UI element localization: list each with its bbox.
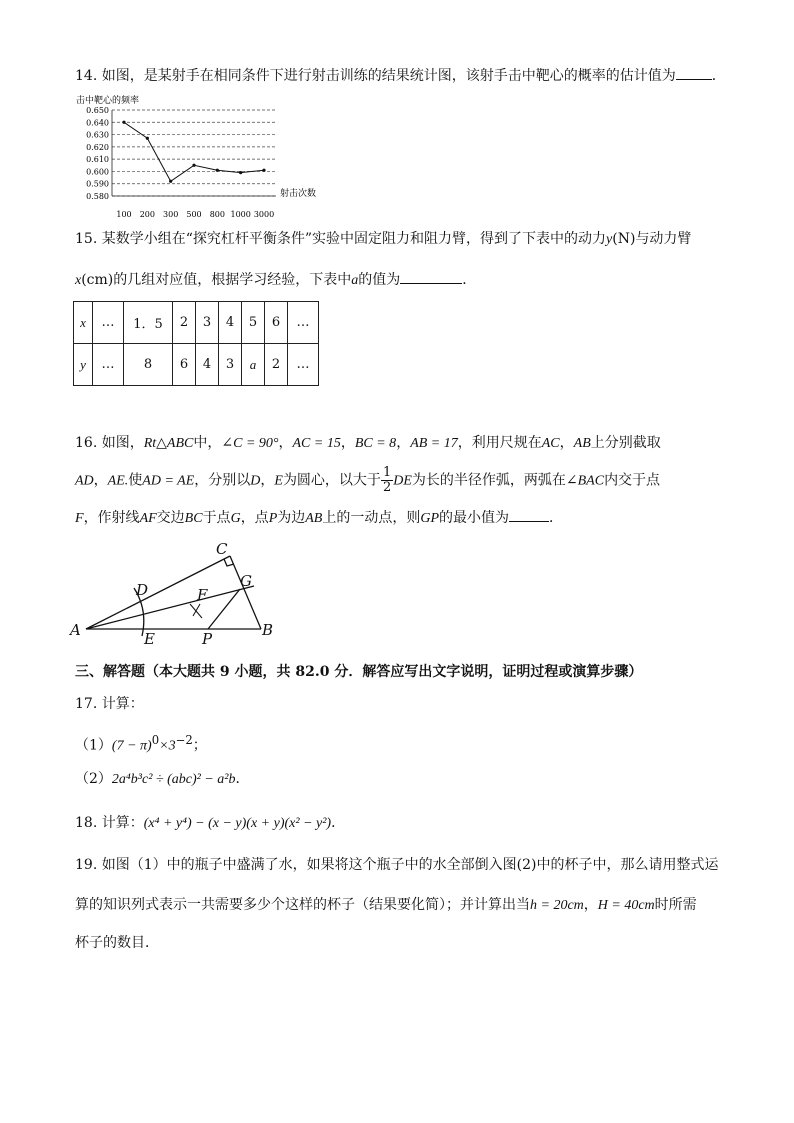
q16-t: ，分别以 [194,472,251,489]
q16-m: AB [573,436,591,451]
q16-m: ∠C = 90° [221,436,279,451]
data-point [169,180,172,183]
label-g: G [240,572,252,590]
q17-p1-expr: (7 − π) [111,738,152,754]
q16-m: P [268,511,278,526]
data-point [262,169,265,172]
q17-p1-label: （1） [75,737,112,754]
table-cell: … [93,344,124,386]
table-cell: 2 [173,302,196,344]
q18-line [75,814,345,833]
q19-H: H = 40cm [597,898,655,913]
q15-end: ． [462,272,477,288]
q15-var-x: x [75,273,82,288]
label-f: F [197,586,208,604]
q17-p2-expr: 2a⁴b³c² ÷ (abc)² − a²b [111,772,236,787]
q19-h: h = 20cm [530,898,584,913]
q16-t: ，作射线 [83,510,140,526]
q16-end: ． [549,510,564,526]
q16-m: D [250,473,261,489]
table-cell: 4 [219,302,242,344]
table-cell: 8 [124,344,173,386]
y-tick-label: 0.600 [86,167,109,177]
data-point [239,171,242,174]
q19-line1 [75,856,718,874]
table-cell: 4 [196,344,219,386]
segment-gp [208,589,240,629]
table-cell: … [93,302,124,344]
q16-t: 为边 [277,510,306,526]
q17-p2-end: ． [235,771,250,787]
q16-line1 [75,434,661,453]
q19-t: 中的杯子中，那么请用整式运 [536,857,719,873]
y-tick-label: 0.630 [86,130,109,140]
table-cell: 1．5 [124,302,173,344]
x-tick-label: 3000 [253,210,275,219]
hit-frequency-chart [70,92,370,222]
q16-line2 [75,466,660,496]
q16-t: 为长的半径作弧，两弧在 [411,472,566,489]
ray-af [86,586,254,629]
data-point [216,169,219,172]
segment-ac [86,556,230,629]
q16-line3 [75,509,563,528]
y-tick-label: 0.650 [86,106,109,115]
x-tick-label: 800 [209,210,225,219]
table-cell: 6 [173,344,196,386]
q16-t: ，点 [240,510,269,526]
q16-m: Rt△ABC [143,436,194,451]
y-tick-label: 0.590 [86,179,109,189]
table-cell: 5 [242,302,265,344]
q15-answer-blank [400,271,462,284]
chart-grid [112,110,276,196]
chart-xlabel: 射击次数 [280,188,317,199]
x-tick-label: 500 [186,210,202,219]
q16-m: AC [541,436,560,451]
q15-unit-n: (N) [612,231,636,247]
q17-p1-end: ； [192,737,207,754]
frac-num: 1 [382,465,392,480]
label-e: E [144,630,155,648]
q16-m: BC [184,511,203,526]
q19-t: 时所需 [654,897,697,913]
q19-fig-ref: (2) [516,857,537,873]
q17-title: 17. 计算： [75,696,144,712]
chart-yticks [86,106,109,201]
series-line [124,122,264,181]
q16-t: 于点 [202,510,231,526]
q16-m: G [230,511,241,526]
q16-t: 中， [193,435,222,451]
q14-answer-blank [676,67,712,80]
table-cell: … [288,302,319,344]
q16-t: ， [396,435,411,451]
label-c: C [216,540,228,558]
table-cell: 2 [265,344,288,386]
q16-m: AC = 15 [292,436,341,451]
q15-line1 [75,230,691,249]
q16-m: F [75,511,84,526]
q16-t: 使 [128,472,143,489]
q16-t: 为圆心，以大于 [282,472,381,489]
q16-answer-blank [509,509,549,522]
q16-m: E [274,473,283,489]
q15-unit-cm: (cm) [81,272,114,288]
q15-text2-end: 的值为 [358,272,401,288]
triangle-figure [68,538,298,648]
x-tick-label: 100 [116,210,132,219]
q15-text1: 15. 某数学小组在“探究杠杆平衡条件”实验中固定阻力和阻力臂，得到了下表中的动力 [75,231,607,247]
chart-series [122,121,265,183]
q16-t: ， [559,435,574,451]
q16-m: ∠BAC [565,473,605,489]
data-point [146,137,149,140]
q16-t: 内交于点 [604,472,661,489]
x-tick-label: 200 [139,210,155,219]
q17-p1-mid: ×3 [159,738,176,754]
q15-table [73,301,319,386]
q14-text: 14. 如图，是某射手在相同条件下进行射击训练的结果统计图，该射手击中靶心的概率的估计值为 [75,68,676,84]
table-cell: … [288,344,319,386]
q16-t: ， [278,435,293,451]
q18-title: 18. 计算： [75,815,144,831]
q16-m: AB = 17 [410,436,458,451]
q19-line2 [75,896,697,915]
table-cell: 3 [196,302,219,344]
table-cell: 3 [219,344,242,386]
table-cell: 6 [265,302,288,344]
section-3-heading: 三、解答题（本大题共 9 小题，共 82.0 分．解答应写出文字说明，证明过程或演算步骤） [75,664,643,680]
chart-ylabel: 击中靶心的频率 [76,96,140,106]
q16-t: 16. 如图， [75,435,144,451]
table-row-x [74,302,319,344]
q16-t: ， [93,472,108,489]
q16-m: AB [305,511,323,526]
q17-p2-label: （2） [75,771,112,787]
y-tick-label: 0.640 [86,118,109,128]
q15-text1-end: 与动力臂 [635,231,692,247]
label-d: D [136,581,149,599]
label-a: A [70,621,81,639]
q16-t: ， [260,472,275,489]
q16-m: AD [75,473,94,489]
q19-t: ， [583,897,598,913]
q17-part2 [75,770,249,789]
q16-m: AD = AE [142,473,195,489]
frac-den: 2 [382,480,392,495]
data-point [192,164,195,167]
q16-t: 上的一动点，则 [322,510,421,526]
q16-t: 上分别截取 [590,435,661,451]
fraction-half [381,466,393,495]
q14-end: ． [711,68,726,84]
label-b: B [262,621,274,639]
table-cell: y [74,344,93,386]
q16-t: 交边 [156,510,185,526]
q16-t: ，利用尺规在 [457,435,542,451]
q19-t: 算的知识列式表示一共需要多少个这样的杯子（结果要化简）；并计算出当 [75,897,530,913]
q16-m: AF [139,511,157,526]
table-cell: a [242,344,265,386]
q16-m: DE [393,473,412,489]
q15-var-a: a [351,273,359,288]
q15-var-y: y [606,232,613,247]
table-row-y [74,344,319,386]
q15-line2 [75,271,476,290]
q17-part1 [75,731,207,756]
q16-m: GP [420,511,440,526]
table-cell: x [74,302,93,344]
q17-p1-sup0: 0 [151,733,160,747]
y-tick-label: 0.620 [86,142,109,152]
q16-t: 的最小值为 [439,510,510,526]
q16-m: AE. [107,473,129,489]
segment-cb [230,556,261,629]
q19-line3: 杯子的数目． [75,935,159,951]
data-point [122,121,125,124]
q14-line [75,67,726,85]
x-tick-label: 1000 [230,210,251,219]
q16-m: BC = 8 [354,436,397,451]
q16-t: ， [340,435,355,451]
x-tick-label: 300 [163,210,179,219]
q19-t: 19. 如图（1）中的瓶子中盛满了水，如果将这个瓶子中的水全部倒入图 [75,857,517,873]
label-p: P [202,630,213,648]
y-tick-label: 0.580 [86,192,109,201]
q17-p1-sup: −2 [175,733,193,747]
chart-xticks [116,210,274,219]
q18-end: ． [331,815,346,831]
q15-text2: 的几组对应值，根据学习经验，下表中 [113,272,352,288]
q18-expr: (x⁴ + y⁴) − (x − y)(x + y)(x² − y²) [143,816,332,831]
y-tick-label: 0.610 [86,155,109,165]
